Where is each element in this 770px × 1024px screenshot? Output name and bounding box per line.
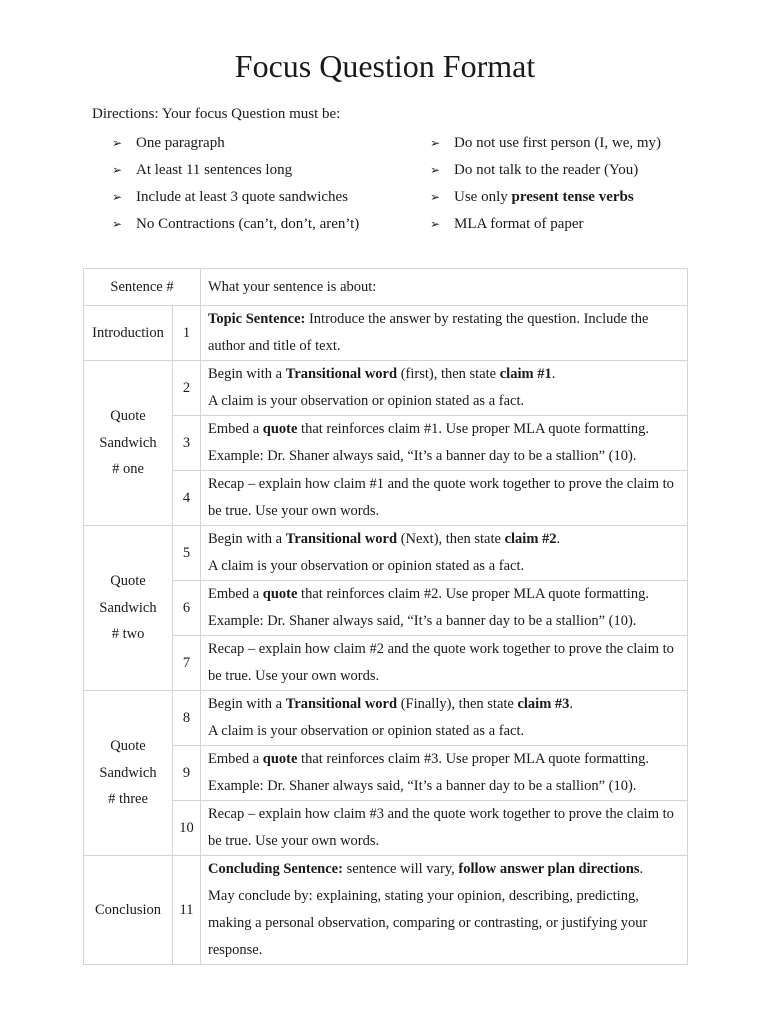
sentence-description: Embed a quote that reinforces claim #1. Use proper MLA quote formatting. Example: Dr. Shaner always said, “It’s a banner day to be a stallion” (10). — [201, 416, 688, 471]
arrow-bullet-icon: ➢ — [430, 136, 441, 150]
sentence-plan-table — [83, 268, 688, 965]
section-label: Quote Sandwich # one — [84, 361, 173, 526]
list-item: ➢ One paragraph — [112, 130, 359, 157]
table-header-row — [84, 269, 688, 306]
list-item: ➢ At least 11 sentences long — [112, 157, 359, 184]
table-row — [84, 526, 688, 581]
sentence-description: Embed a quote that reinforces claim #3. Use proper MLA quote formatting. Example: Dr. Shaner always said, “It’s a banner day to be a stallion” (10). — [201, 746, 688, 801]
header-sentence-number: Sentence # — [84, 269, 201, 306]
section-label: Quote Sandwich # two — [84, 526, 173, 691]
sentence-description: Begin with a Transitional word (first), then state claim #1. A claim is your observation or opinion stated as a fact. — [201, 361, 688, 416]
sentence-number: 5 — [173, 526, 201, 581]
arrow-bullet-icon: ➢ — [112, 163, 123, 177]
sentence-number: 9 — [173, 746, 201, 801]
table-row — [84, 636, 688, 691]
sentence-number: 6 — [173, 581, 201, 636]
requirements-list-right — [430, 130, 661, 238]
sentence-number: 8 — [173, 691, 201, 746]
sentence-number: 4 — [173, 471, 201, 526]
list-item: ➢ MLA format of paper — [430, 211, 661, 238]
sentence-description: Recap – explain how claim #3 and the quote work together to prove the claim to be true. Use your own words. — [201, 801, 688, 856]
table-row — [84, 416, 688, 471]
list-item: ➢ Do not use first person (I, we, my) — [430, 130, 661, 157]
sentence-number: 3 — [173, 416, 201, 471]
arrow-bullet-icon: ➢ — [430, 217, 441, 231]
table-row — [84, 801, 688, 856]
sentence-number: 7 — [173, 636, 201, 691]
arrow-bullet-icon: ➢ — [430, 163, 441, 177]
table-row — [84, 856, 688, 965]
list-item: ➢ Use only present tense verbs — [430, 184, 661, 211]
sentence-number: 11 — [173, 856, 201, 965]
page-title: Focus Question Format — [234, 48, 536, 84]
arrow-bullet-icon: ➢ — [112, 190, 123, 204]
section-label: Introduction — [84, 306, 173, 361]
table-row — [84, 361, 688, 416]
requirements-list-left — [112, 130, 359, 238]
table-row — [84, 471, 688, 526]
directions-text: Directions: Your focus Question must be: — [92, 106, 341, 122]
sentence-description: Embed a quote that reinforces claim #2. Use proper MLA quote formatting. Example: Dr. Shaner always said, “It’s a banner day to be a stallion” (10). — [201, 581, 688, 636]
sentence-number: 10 — [173, 801, 201, 856]
sentence-description: Begin with a Transitional word (Next), then state claim #2. A claim is your observation or opinion stated as a fact. — [201, 526, 688, 581]
sentence-description: Begin with a Transitional word (Finally), then state claim #3. A claim is your observation or opinion stated as a fact. — [201, 691, 688, 746]
list-item: ➢ Do not talk to the reader (You) — [430, 157, 661, 184]
arrow-bullet-icon: ➢ — [112, 217, 123, 231]
table-row — [84, 746, 688, 801]
table-row — [84, 581, 688, 636]
sentence-description: Topic Sentence: Introduce the answer by restating the question. Include the author and title of text. — [201, 306, 688, 361]
section-label: Quote Sandwich # three — [84, 691, 173, 856]
arrow-bullet-icon: ➢ — [112, 136, 123, 150]
header-sentence-about: What your sentence is about: — [201, 269, 688, 306]
table-row — [84, 306, 688, 361]
sentence-description: Concluding Sentence: sentence will vary, follow answer plan directions. May conclude by: explaining, stating your opinion, describing, predicting, making a personal observation, comparing or contrasting, or justifying your response. — [201, 856, 688, 965]
arrow-bullet-icon: ➢ — [430, 190, 441, 204]
sentence-description: Recap – explain how claim #2 and the quote work together to prove the claim to be true. Use your own words. — [201, 636, 688, 691]
list-item: ➢ Include at least 3 quote sandwiches — [112, 184, 359, 211]
sentence-number: 2 — [173, 361, 201, 416]
table-row — [84, 691, 688, 746]
section-label: Conclusion — [84, 856, 173, 965]
list-item: ➢ No Contractions (can’t, don’t, aren’t) — [112, 211, 359, 238]
sentence-description: Recap – explain how claim #1 and the quote work together to prove the claim to be true. Use your own words. — [201, 471, 688, 526]
sentence-number: 1 — [173, 306, 201, 361]
